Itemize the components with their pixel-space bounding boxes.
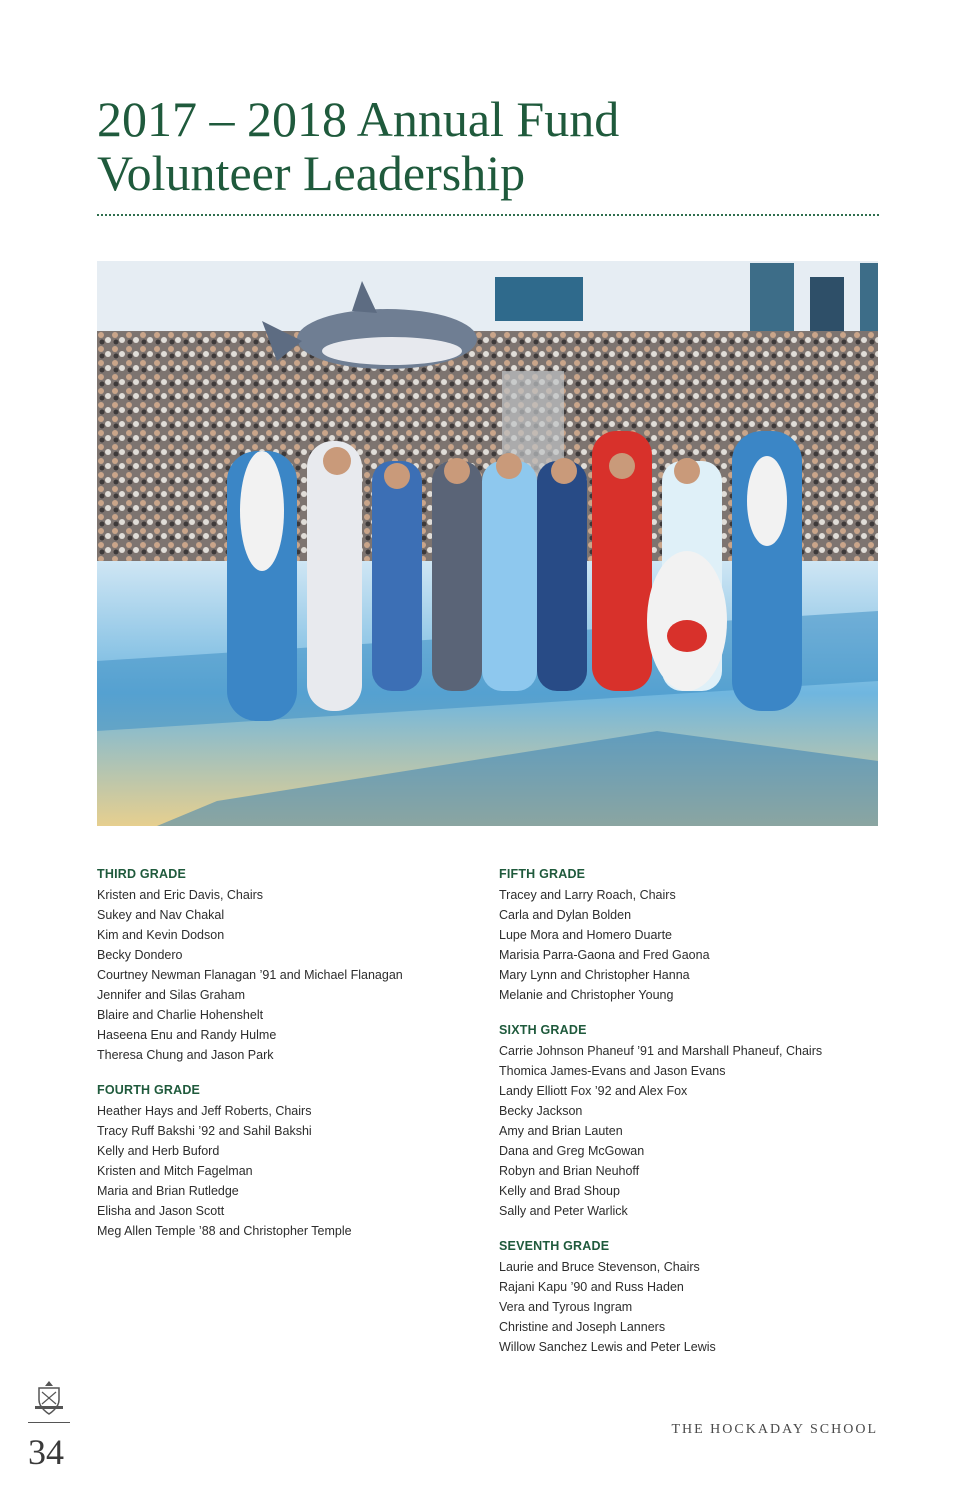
footer-school-name: THE HOCKADAY SCHOOL: [671, 1422, 878, 1437]
grade-section-third: [97, 866, 477, 1065]
page-title-line-2: Volunteer Leadership: [97, 145, 526, 201]
crest-divider: [28, 1422, 70, 1423]
left-column: [97, 866, 477, 1258]
list-item: Courtney Newman Flanagan ’91 and Michael Flanagan: [97, 968, 403, 982]
list-item: Kristen and Mitch Fagelman: [97, 1164, 253, 1178]
list-item: Christine and Joseph Lanners: [499, 1320, 666, 1334]
grade-section-seventh: [499, 1238, 879, 1357]
list-item: Elisha and Jason Scott: [97, 1204, 225, 1218]
list-item: Jennifer and Silas Graham: [97, 988, 245, 1002]
list-item: Rajani Kapu ’90 and Russ Haden: [499, 1280, 684, 1294]
list-item: Landy Elliott Fox ’92 and Alex Fox: [499, 1084, 688, 1098]
list-item: Mary Lynn and Christopher Hanna: [499, 968, 690, 982]
list-item: Lupe Mora and Homero Duarte: [499, 928, 673, 942]
list-item: Kelly and Brad Shoup: [499, 1184, 620, 1198]
list-item: Theresa Chung and Jason Park: [97, 1048, 274, 1062]
list-item: Dana and Greg McGowan: [499, 1144, 645, 1158]
list-item: Willow Sanchez Lewis and Peter Lewis: [499, 1340, 716, 1354]
list-item: Haseena Enu and Randy Hulme: [97, 1028, 277, 1042]
page-number: 34: [28, 1432, 64, 1472]
list-item: Tracy Ruff Bakshi ’92 and Sahil Bakshi: [97, 1124, 312, 1138]
list-item: Carla and Dylan Bolden: [499, 908, 632, 922]
list-item: Melanie and Christopher Young: [499, 988, 674, 1002]
list-item: Kristen and Eric Davis, Chairs: [97, 888, 264, 902]
list-item: Tracey and Larry Roach, Chairs: [499, 888, 676, 902]
list-item: Sally and Peter Warlick: [499, 1204, 628, 1218]
list-item: Kim and Kevin Dodson: [97, 928, 225, 942]
group-photo: [97, 261, 878, 826]
dotted-divider: [97, 214, 879, 216]
list-item: Kelly and Herb Buford: [97, 1144, 220, 1158]
list-item: Robyn and Brian Neuhoff: [499, 1164, 640, 1178]
grade-section-sixth: [499, 1022, 879, 1221]
list-item: Thomica James-Evans and Jason Evans: [499, 1064, 726, 1078]
school-crest-icon: [33, 1380, 65, 1416]
list-item: Sukey and Nav Chakal: [97, 908, 225, 922]
list-item: Meg Allen Temple ’88 and Christopher Temple: [97, 1224, 352, 1238]
section-heading: FOURTH GRADE: [97, 1083, 201, 1097]
right-column: [499, 866, 879, 1374]
list-item: Becky Dondero: [97, 948, 183, 962]
list-item: Vera and Tyrous Ingram: [499, 1300, 633, 1314]
list-item: Marisia Parra-Gaona and Fred Gaona: [499, 948, 710, 962]
list-item: Laurie and Bruce Stevenson, Chairs: [499, 1260, 700, 1274]
page-title: [97, 92, 897, 200]
list-item: Becky Jackson: [499, 1104, 583, 1118]
list-item: Blaire and Charlie Hohenshelt: [97, 1008, 264, 1022]
section-heading: FIFTH GRADE: [499, 867, 586, 881]
section-heading: SIXTH GRADE: [499, 1023, 587, 1037]
page-title-line-1: 2017 – 2018 Annual Fund: [97, 91, 620, 147]
list-item: Amy and Brian Lauten: [499, 1124, 623, 1138]
grade-section-fifth: [499, 866, 879, 1005]
group-photo-illustration: [97, 261, 878, 826]
section-heading: THIRD GRADE: [97, 867, 187, 881]
list-item: Maria and Brian Rutledge: [97, 1184, 239, 1198]
section-heading: SEVENTH GRADE: [499, 1239, 610, 1253]
list-item: Heather Hays and Jeff Roberts, Chairs: [97, 1104, 312, 1118]
grade-section-fourth: [97, 1082, 477, 1241]
list-item: Carrie Johnson Phaneuf ’91 and Marshall Phaneuf, Chairs: [499, 1044, 823, 1058]
